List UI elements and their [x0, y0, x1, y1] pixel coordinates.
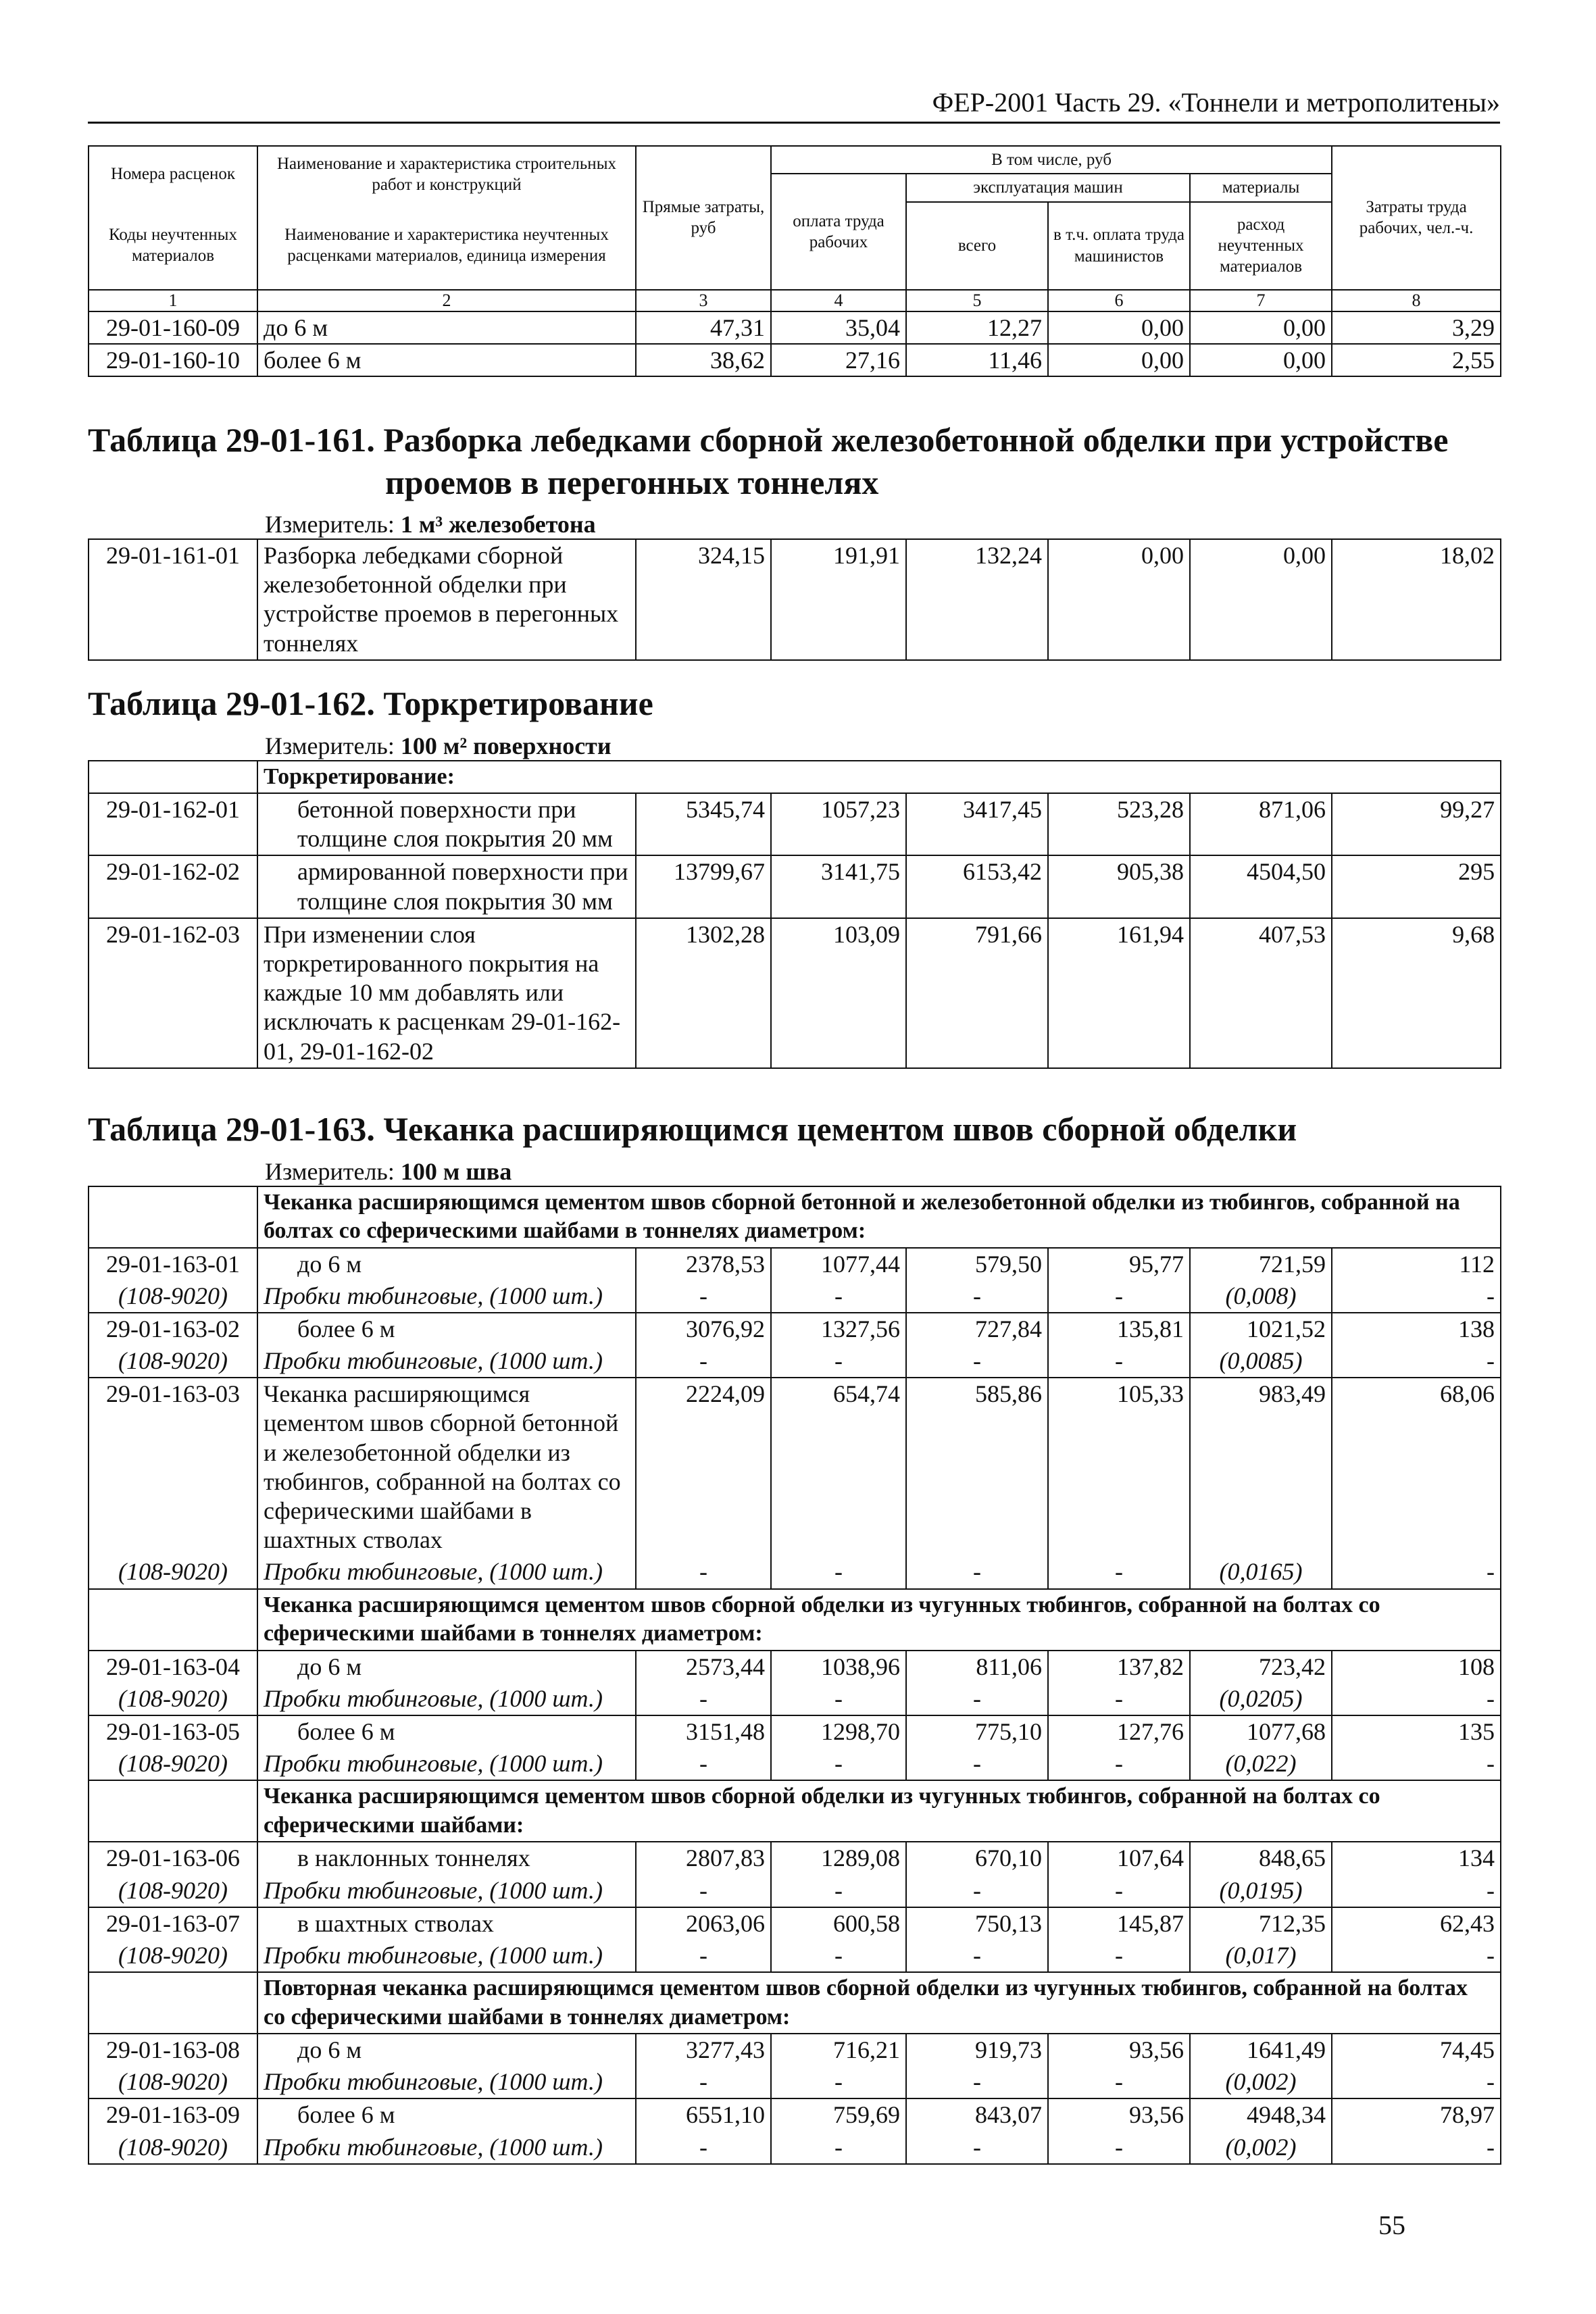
- material-name: Пробки тюбинговые, (1000 шт.): [257, 1280, 636, 1313]
- table-163-section: [88, 1108, 1500, 2165]
- dash-cell: -: [1048, 1280, 1190, 1313]
- value-cell: 127,76: [1048, 1715, 1190, 1748]
- dash-cell: -: [1332, 1280, 1501, 1313]
- value-cell: 138: [1332, 1313, 1501, 1345]
- value-cell: 1077,68: [1190, 1715, 1332, 1748]
- header-col1-bottom: Коды неучтенных материалов: [89, 202, 257, 290]
- value-cell: 324,15: [636, 539, 771, 660]
- material-code: (108-9020): [89, 2132, 257, 2164]
- material-name: Пробки тюбинговые, (1000 шт.): [257, 1748, 636, 1780]
- meter-value: 1 м³ железобетона: [400, 511, 596, 538]
- dash-cell: -: [1332, 2066, 1501, 2098]
- table-row: [89, 918, 1501, 1068]
- value-cell: 0,00: [1048, 311, 1190, 344]
- material-code: (108-9020): [89, 2066, 257, 2098]
- value-cell: 3076,92: [636, 1313, 771, 1345]
- material-code: (108-9020): [89, 1280, 257, 1313]
- dash-cell: -: [906, 1683, 1048, 1715]
- table-163-meter: [88, 1157, 1500, 1186]
- empty-cell: [89, 1589, 257, 1651]
- value-cell: 723,42: [1190, 1651, 1332, 1683]
- material-quantity: (0,008): [1190, 1280, 1332, 1313]
- material-quantity: (0,0205): [1190, 1683, 1332, 1715]
- material-quantity: (0,022): [1190, 1748, 1332, 1780]
- value-cell: 579,50: [906, 1248, 1048, 1280]
- material-row: [89, 1875, 1501, 1907]
- value-cell: 74,45: [1332, 2034, 1501, 2066]
- table-162-section: [88, 682, 1500, 1069]
- dash-cell: -: [906, 2132, 1048, 2164]
- value-cell: 78,97: [1332, 2098, 1501, 2131]
- table-162: [88, 760, 1501, 1069]
- value-cell: 775,10: [906, 1715, 1048, 1748]
- dash-cell: -: [636, 2066, 771, 2098]
- table-row: [89, 344, 1501, 376]
- material-name: Пробки тюбинговые, (1000 шт.): [257, 2132, 636, 2164]
- table-row: [89, 1313, 1501, 1345]
- table-row: [89, 793, 1501, 855]
- value-cell: 811,06: [906, 1651, 1048, 1683]
- value-cell: 107,64: [1048, 1842, 1190, 1874]
- value-cell: 1302,28: [636, 918, 771, 1068]
- group-row: [89, 761, 1501, 794]
- value-cell: 712,35: [1190, 1907, 1332, 1940]
- col-number: 1: [89, 290, 257, 311]
- rate-code: 29-01-163-09: [89, 2098, 257, 2131]
- header-in-total: В том числе, руб: [771, 146, 1332, 174]
- value-cell: 105,33: [1048, 1378, 1190, 1556]
- dash-cell: -: [636, 1556, 771, 1588]
- dash-cell: -: [906, 1556, 1048, 1588]
- rate-code: 29-01-163-02: [89, 1313, 257, 1345]
- value-cell: 108: [1332, 1651, 1501, 1683]
- dash-cell: -: [1332, 1748, 1501, 1780]
- rate-code: 29-01-162-02: [89, 855, 257, 917]
- material-code: (108-9020): [89, 1556, 257, 1588]
- col-number: 4: [771, 290, 906, 311]
- material-name: Пробки тюбинговые, (1000 шт.): [257, 2066, 636, 2098]
- header-materials-unaccounted: расход неучтенных материалов: [1190, 202, 1332, 290]
- table-162-meter: [88, 732, 1500, 760]
- value-cell: 145,87: [1048, 1907, 1190, 1940]
- rate-code: 29-01-162-03: [89, 918, 257, 1068]
- header-table: [88, 145, 1501, 377]
- value-cell: 3141,75: [771, 855, 906, 917]
- group-row: [89, 1186, 1501, 1248]
- dash-cell: -: [1048, 1875, 1190, 1907]
- table-161-title: [88, 419, 1500, 503]
- table-row: [89, 311, 1501, 344]
- header-direct-costs: Прямые затраты, руб: [636, 146, 771, 290]
- table-162-title: Таблица 29-01-162. Торкретирование: [88, 684, 653, 722]
- rate-code: 29-01-163-08: [89, 2034, 257, 2066]
- value-cell: 134: [1332, 1842, 1501, 1874]
- rate-code: 29-01-160-09: [89, 311, 257, 344]
- table-row: [89, 2098, 1501, 2131]
- meter-value: 100 м² поверхности: [400, 732, 612, 759]
- dash-cell: -: [1048, 2066, 1190, 2098]
- dash-cell: -: [636, 1683, 771, 1715]
- value-cell: 2063,06: [636, 1907, 771, 1940]
- empty-cell: [89, 1186, 257, 1248]
- table-row: [89, 2034, 1501, 2066]
- rate-code: 29-01-163-05: [89, 1715, 257, 1748]
- group-title: Чеканка расширяющимся цементом швов сборной бетонной и железобетонной обделки из тюбингов, собранной на болтах со сферическими шайбами в тоннелях диаметром:: [257, 1186, 1501, 1248]
- meter-label: Измеритель:: [265, 511, 395, 538]
- value-cell: 47,31: [636, 311, 771, 344]
- running-head: ФЕР-2001 Часть 29. «Тоннели и метрополитены»: [932, 87, 1500, 118]
- dash-cell: -: [771, 1345, 906, 1378]
- value-cell: 523,28: [1048, 793, 1190, 855]
- value-cell: 18,02: [1332, 539, 1501, 660]
- material-name: Пробки тюбинговые, (1000 шт.): [257, 1683, 636, 1715]
- value-cell: 791,66: [906, 918, 1048, 1068]
- rate-name: до 6 м: [257, 311, 636, 344]
- dash-cell: -: [906, 1280, 1048, 1313]
- table-row: [89, 1842, 1501, 1874]
- rate-name: в шахтных стволах: [257, 1907, 636, 1940]
- value-cell: 5345,74: [636, 793, 771, 855]
- col-number: 3: [636, 290, 771, 311]
- header-col2-bottom: Наименование и характеристика неучтенных расценками материалов, единица измерения: [257, 202, 636, 290]
- value-cell: 4504,50: [1190, 855, 1332, 917]
- value-cell: 35,04: [771, 311, 906, 344]
- dash-cell: -: [906, 1875, 1048, 1907]
- table-row: [89, 1715, 1501, 1748]
- rate-code: 29-01-162-01: [89, 793, 257, 855]
- material-quantity: (0,002): [1190, 2066, 1332, 2098]
- value-cell: 93,56: [1048, 2034, 1190, 2066]
- dash-cell: -: [1332, 1940, 1501, 1972]
- value-cell: 759,69: [771, 2098, 906, 2131]
- col-number: 7: [1190, 290, 1332, 311]
- table-row: [89, 1248, 1501, 1280]
- rate-name: армированной поверхности при толщине слоя покрытия 30 мм: [257, 855, 636, 917]
- header-materials: материалы: [1190, 174, 1332, 201]
- value-cell: 670,10: [906, 1842, 1048, 1874]
- material-name: Пробки тюбинговые, (1000 шт.): [257, 1875, 636, 1907]
- value-cell: 6551,10: [636, 2098, 771, 2131]
- table-row: [89, 855, 1501, 917]
- material-row: [89, 1748, 1501, 1780]
- dash-cell: -: [1048, 1683, 1190, 1715]
- value-cell: 112: [1332, 1248, 1501, 1280]
- empty-cell: [89, 761, 257, 794]
- table-161-section: [88, 419, 1500, 661]
- value-cell: 750,13: [906, 1907, 1048, 1940]
- dash-cell: -: [636, 2132, 771, 2164]
- dash-cell: -: [771, 1940, 906, 1972]
- dash-cell: -: [771, 1748, 906, 1780]
- group-title: Торкретирование:: [257, 761, 1501, 794]
- material-code: (108-9020): [89, 1748, 257, 1780]
- dash-cell: -: [771, 1556, 906, 1588]
- dash-cell: -: [771, 1875, 906, 1907]
- material-quantity: (0,0195): [1190, 1875, 1332, 1907]
- meter-label: Измеритель:: [265, 732, 395, 759]
- value-cell: 13799,67: [636, 855, 771, 917]
- material-quantity: (0,017): [1190, 1940, 1332, 1972]
- rate-code: 29-01-161-01: [89, 539, 257, 660]
- header-rule: [88, 122, 1500, 124]
- meter-label: Измеритель:: [265, 1157, 395, 1185]
- dash-cell: -: [1048, 1748, 1190, 1780]
- material-row: [89, 1345, 1501, 1378]
- col-number: 5: [906, 290, 1048, 311]
- material-code: (108-9020): [89, 1940, 257, 1972]
- value-cell: 38,62: [636, 344, 771, 376]
- value-cell: 137,82: [1048, 1651, 1190, 1683]
- value-cell: 191,91: [771, 539, 906, 660]
- value-cell: 99,27: [1332, 793, 1501, 855]
- value-cell: 1021,52: [1190, 1313, 1332, 1345]
- rate-name: в наклонных тоннелях: [257, 1842, 636, 1874]
- column-numbers-row: [89, 290, 1501, 311]
- group-row: [89, 1972, 1501, 2034]
- value-cell: 6153,42: [906, 855, 1048, 917]
- rate-name: более 6 м: [257, 1715, 636, 1748]
- table-161-title-line1: Таблица 29-01-161. Разборка лебедками сборной железобетонной обделки при устройстве: [88, 421, 1449, 459]
- value-cell: 135,81: [1048, 1313, 1190, 1345]
- material-name: Пробки тюбинговые, (1000 шт.): [257, 1556, 636, 1588]
- value-cell: 3,29: [1332, 311, 1501, 344]
- rate-code: 29-01-163-01: [89, 1248, 257, 1280]
- table-row: [89, 1907, 1501, 1940]
- dash-cell: -: [636, 1280, 771, 1313]
- value-cell: 93,56: [1048, 2098, 1190, 2131]
- col-number: 8: [1332, 290, 1501, 311]
- value-cell: 95,77: [1048, 1248, 1190, 1280]
- table-161-meter: [88, 510, 1500, 538]
- value-cell: 585,86: [906, 1378, 1048, 1556]
- table-row: [89, 1378, 1501, 1556]
- value-cell: 1057,23: [771, 793, 906, 855]
- dash-cell: -: [906, 2066, 1048, 2098]
- group-row: [89, 1589, 1501, 1651]
- col-number: 2: [257, 290, 636, 311]
- value-cell: 161,94: [1048, 918, 1190, 1068]
- material-name: Пробки тюбинговые, (1000 шт.): [257, 1940, 636, 1972]
- dash-cell: -: [1332, 1875, 1501, 1907]
- rate-name: до 6 м: [257, 1248, 636, 1280]
- value-cell: 2,55: [1332, 344, 1501, 376]
- material-code: (108-9020): [89, 1875, 257, 1907]
- material-row: [89, 2066, 1501, 2098]
- header-labor-pay: оплата труда рабочих: [771, 174, 906, 289]
- value-cell: 4948,34: [1190, 2098, 1332, 2131]
- group-title: Повторная чеканка расширяющимся цементом швов сборной обделки из чугунных тюбингов, собранной на болтах со сферическими шайбами в тоннелях диаметром:: [257, 1972, 1501, 2034]
- value-cell: 3277,43: [636, 2034, 771, 2066]
- material-code: (108-9020): [89, 1345, 257, 1378]
- value-cell: 3417,45: [906, 793, 1048, 855]
- dash-cell: -: [906, 1940, 1048, 1972]
- value-cell: 727,84: [906, 1313, 1048, 1345]
- dash-cell: -: [1048, 1345, 1190, 1378]
- rate-name: до 6 м: [257, 1651, 636, 1683]
- value-cell: 721,59: [1190, 1248, 1332, 1280]
- rate-name: до 6 м: [257, 2034, 636, 2066]
- page-number: 55: [1378, 2210, 1405, 2240]
- rate-name: более 6 м: [257, 344, 636, 376]
- value-cell: 2378,53: [636, 1248, 771, 1280]
- group-row: [89, 1780, 1501, 1842]
- value-cell: 905,38: [1048, 855, 1190, 917]
- value-cell: 0,00: [1190, 539, 1332, 660]
- value-cell: 295: [1332, 855, 1501, 917]
- value-cell: 1038,96: [771, 1651, 906, 1683]
- value-cell: 11,46: [906, 344, 1048, 376]
- dash-cell: -: [771, 1280, 906, 1313]
- material-quantity: (0,0085): [1190, 1345, 1332, 1378]
- value-cell: 135: [1332, 1715, 1501, 1748]
- value-cell: 1298,70: [771, 1715, 906, 1748]
- rate-code: 29-01-163-06: [89, 1842, 257, 1874]
- value-cell: 654,74: [771, 1378, 906, 1556]
- rate-code: 29-01-163-04: [89, 1651, 257, 1683]
- empty-cell: [89, 1972, 257, 2034]
- material-name: Пробки тюбинговые, (1000 шт.): [257, 1345, 636, 1378]
- col-number: 6: [1048, 290, 1190, 311]
- rate-name: более 6 м: [257, 2098, 636, 2131]
- dash-cell: -: [1332, 2132, 1501, 2164]
- value-cell: 407,53: [1190, 918, 1332, 1068]
- rate-name: Разборка лебедками сборной железобетонной обделки при устройстве проемов в перегонных тоннелях: [257, 539, 636, 660]
- dash-cell: -: [1332, 1683, 1501, 1715]
- value-cell: 103,09: [771, 918, 906, 1068]
- material-row: [89, 1940, 1501, 1972]
- material-quantity: (0,002): [1190, 2132, 1332, 2164]
- rate-code: 29-01-163-07: [89, 1907, 257, 1940]
- dash-cell: -: [1332, 1345, 1501, 1378]
- material-row: [89, 2132, 1501, 2164]
- dash-cell: -: [636, 1345, 771, 1378]
- value-cell: 3151,48: [636, 1715, 771, 1748]
- header-col1-top: Номера расценок: [89, 146, 257, 202]
- value-cell: 132,24: [906, 539, 1048, 660]
- dash-cell: -: [1048, 2132, 1190, 2164]
- dash-cell: -: [1048, 1556, 1190, 1588]
- value-cell: 843,07: [906, 2098, 1048, 2131]
- header-machines-incl: в т.ч. оплата труда машинистов: [1048, 202, 1190, 290]
- value-cell: 9,68: [1332, 918, 1501, 1068]
- value-cell: 1077,44: [771, 1248, 906, 1280]
- dash-cell: -: [906, 1748, 1048, 1780]
- header-labor-cost: Затраты труда рабочих, чел.-ч.: [1332, 146, 1501, 290]
- dash-cell: -: [1048, 1940, 1190, 1972]
- header-machines: эксплуатация машин: [906, 174, 1190, 201]
- value-cell: 12,27: [906, 311, 1048, 344]
- value-cell: 0,00: [1048, 344, 1190, 376]
- value-cell: 1289,08: [771, 1842, 906, 1874]
- value-cell: 27,16: [771, 344, 906, 376]
- dash-cell: -: [1332, 1556, 1501, 1588]
- dash-cell: -: [636, 1875, 771, 1907]
- value-cell: 848,65: [1190, 1842, 1332, 1874]
- value-cell: 983,49: [1190, 1378, 1332, 1556]
- meter-value: 100 м шва: [400, 1157, 512, 1185]
- rate-name: При изменении слоя торкретированного покрытия на каждые 10 мм добавлять или исключать к расценкам 29-01-162-01, 29-01-162-02: [257, 918, 636, 1068]
- value-cell: 600,58: [771, 1907, 906, 1940]
- rate-name: бетонной поверхности при толщине слоя покрытия 20 мм: [257, 793, 636, 855]
- value-cell: 0,00: [1190, 344, 1332, 376]
- value-cell: 919,73: [906, 2034, 1048, 2066]
- value-cell: 716,21: [771, 2034, 906, 2066]
- table-161-title-line2: проемов в перегонных тоннелях: [385, 463, 879, 501]
- value-cell: 871,06: [1190, 793, 1332, 855]
- rate-name: более 6 м: [257, 1313, 636, 1345]
- dash-cell: -: [906, 1345, 1048, 1378]
- table-161: [88, 538, 1501, 661]
- table-row: [89, 1651, 1501, 1683]
- dash-cell: -: [636, 1748, 771, 1780]
- header-machines-total: всего: [906, 202, 1048, 290]
- header-col2-top: Наименование и характеристика строительных работ и конструкций: [257, 146, 636, 202]
- value-cell: 0,00: [1048, 539, 1190, 660]
- value-cell: 2807,83: [636, 1842, 771, 1874]
- material-row: [89, 1556, 1501, 1588]
- dash-cell: -: [771, 1683, 906, 1715]
- material-code: (108-9020): [89, 1683, 257, 1715]
- rate-code: 29-01-163-03: [89, 1378, 257, 1556]
- value-cell: 1641,49: [1190, 2034, 1332, 2066]
- empty-cell: [89, 1780, 257, 1842]
- value-cell: 62,43: [1332, 1907, 1501, 1940]
- value-cell: 2224,09: [636, 1378, 771, 1556]
- group-title: Чеканка расширяющимся цементом швов сборной обделки из чугунных тюбингов, собранной на болтах со сферическими шайбами в тоннелях диаметром:: [257, 1589, 1501, 1651]
- dash-cell: -: [771, 2066, 906, 2098]
- table-163-title: Таблица 29-01-163. Чеканка расширяющимся цементом швов сборной обделки: [88, 1110, 1297, 1148]
- material-row: [89, 1683, 1501, 1715]
- dash-cell: -: [771, 2132, 906, 2164]
- value-cell: 68,06: [1332, 1378, 1501, 1556]
- group-title: Чеканка расширяющимся цементом швов сборной обделки из чугунных тюбингов, собранной на болтах со сферическими шайбами:: [257, 1780, 1501, 1842]
- material-row: [89, 1280, 1501, 1313]
- dash-cell: -: [636, 1940, 771, 1972]
- value-cell: 0,00: [1190, 311, 1332, 344]
- value-cell: 1327,56: [771, 1313, 906, 1345]
- rate-name: Чеканка расширяющимся цементом швов сборной бетонной и железобетонной обделки из тюбингов, собранной на болтах со сферическими шайбами в шахтных стволах: [257, 1378, 636, 1556]
- table-row: [89, 539, 1501, 660]
- material-quantity: (0,0165): [1190, 1556, 1332, 1588]
- table-163: [88, 1186, 1501, 2165]
- value-cell: 2573,44: [636, 1651, 771, 1683]
- rate-code: 29-01-160-10: [89, 344, 257, 376]
